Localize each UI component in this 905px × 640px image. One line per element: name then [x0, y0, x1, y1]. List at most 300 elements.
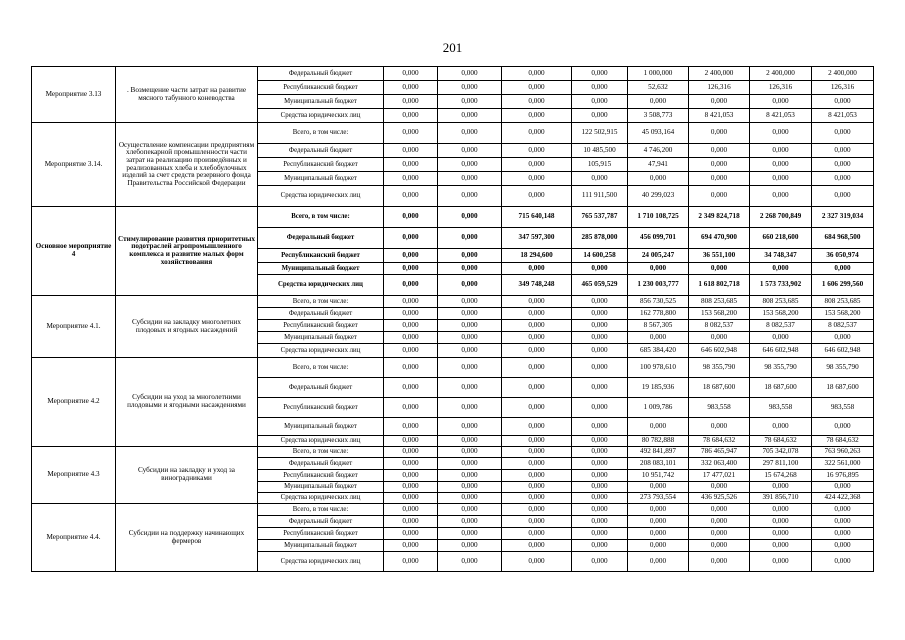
amount-cell: 0,000 — [502, 378, 572, 398]
amount-cell: 2 327 319,034 — [812, 207, 874, 228]
amount-cell: 0,000 — [502, 308, 572, 320]
amount-cell: 0,000 — [502, 123, 572, 144]
amount-cell: 808 253,685 — [689, 296, 750, 308]
funding-source: Муниципальный бюджет — [258, 95, 384, 109]
amount-cell: 0,000 — [572, 504, 628, 516]
funding-source: Средства юридических лиц — [258, 344, 384, 358]
funding-source: Федеральный бюджет — [258, 378, 384, 398]
measure-name: Мероприятие 4.3 — [32, 447, 116, 504]
amount-cell: 0,000 — [438, 436, 502, 447]
amount-cell: 0,000 — [384, 504, 438, 516]
amount-cell: 0,000 — [572, 516, 628, 528]
amount-cell: 8 421,053 — [812, 109, 874, 123]
amount-cell: 0,000 — [384, 207, 438, 228]
amount-cell: 0,000 — [438, 458, 502, 470]
amount-cell: 0,000 — [438, 95, 502, 109]
table-row — [32, 123, 874, 144]
amount-cell: 8 082,537 — [750, 320, 812, 332]
amount-cell: 0,000 — [502, 516, 572, 528]
amount-cell: 0,000 — [384, 540, 438, 552]
amount-cell: 765 537,787 — [572, 207, 628, 228]
amount-cell: 100 978,610 — [628, 358, 689, 378]
amount-cell: 122 502,915 — [572, 123, 628, 144]
amount-cell: 856 730,525 — [628, 296, 689, 308]
amount-cell: 0,000 — [572, 308, 628, 320]
amount-cell: 0,000 — [384, 172, 438, 186]
amount-cell: 105,915 — [572, 158, 628, 172]
measure-description: Субсидии на закладку и уход за виноградниками — [116, 447, 258, 504]
funding-source: Республиканский бюджет — [258, 158, 384, 172]
funding-source: Средства юридических лиц — [258, 436, 384, 447]
amount-cell: 1 230 003,777 — [628, 275, 689, 296]
amount-cell: 0,000 — [438, 470, 502, 482]
amount-cell: 456 099,701 — [628, 228, 689, 249]
amount-cell: 0,000 — [384, 186, 438, 207]
amount-cell: 98 355,790 — [750, 358, 812, 378]
amount-cell: 0,000 — [502, 482, 572, 493]
funding-source: Муниципальный бюджет — [258, 482, 384, 493]
amount-cell: 0,000 — [384, 144, 438, 158]
amount-cell: 0,000 — [438, 418, 502, 436]
amount-cell: 14 600,258 — [572, 249, 628, 263]
amount-cell: 10 485,500 — [572, 144, 628, 158]
amount-cell: 8 421,053 — [750, 109, 812, 123]
funding-source: Муниципальный бюджет — [258, 418, 384, 436]
amount-cell: 0,000 — [502, 158, 572, 172]
amount-cell: 80 782,888 — [628, 436, 689, 447]
amount-cell: 0,000 — [689, 552, 750, 572]
amount-cell: 0,000 — [572, 81, 628, 95]
amount-cell: 2 400,000 — [812, 67, 874, 81]
amount-cell: 0,000 — [750, 95, 812, 109]
amount-cell: 0,000 — [628, 418, 689, 436]
amount-cell: 0,000 — [502, 95, 572, 109]
amount-cell: 0,000 — [750, 418, 812, 436]
funding-source: Муниципальный бюджет — [258, 332, 384, 344]
amount-cell: 0,000 — [438, 552, 502, 572]
table-row — [32, 207, 874, 228]
funding-source: Республиканский бюджет — [258, 249, 384, 263]
amount-cell: 684 968,500 — [812, 228, 874, 249]
amount-cell: 0,000 — [628, 172, 689, 186]
amount-cell: 1 606 299,560 — [812, 275, 874, 296]
amount-cell: 0,000 — [384, 482, 438, 493]
amount-cell: 126,316 — [812, 81, 874, 95]
amount-cell: 297 811,100 — [750, 458, 812, 470]
amount-cell: 0,000 — [438, 447, 502, 458]
amount-cell: 0,000 — [628, 528, 689, 540]
amount-cell: 983,558 — [689, 398, 750, 418]
amount-cell: 0,000 — [384, 158, 438, 172]
funding-source: Федеральный бюджет — [258, 308, 384, 320]
amount-cell: 0,000 — [572, 358, 628, 378]
measure-name: Мероприятие 4.1. — [32, 296, 116, 358]
table-row — [32, 358, 874, 378]
amount-cell: 126,316 — [750, 81, 812, 95]
budget-table — [31, 66, 874, 572]
amount-cell: 0,000 — [689, 123, 750, 144]
amount-cell: 0,000 — [438, 320, 502, 332]
amount-cell: 0,000 — [572, 447, 628, 458]
amount-cell: 0,000 — [689, 540, 750, 552]
funding-source: Всего, в том числе: — [258, 296, 384, 308]
amount-cell: 0,000 — [502, 320, 572, 332]
amount-cell: 808 253,685 — [750, 296, 812, 308]
amount-cell: 4 746,200 — [628, 144, 689, 158]
amount-cell: 646 602,948 — [750, 344, 812, 358]
measure-description: Субсидии на закладку многолетних плодовых и ягодных насаждений — [116, 296, 258, 358]
amount-cell: 0,000 — [572, 172, 628, 186]
amount-cell: 0,000 — [750, 504, 812, 516]
amount-cell: 0,000 — [572, 344, 628, 358]
amount-cell: 0,000 — [572, 418, 628, 436]
amount-cell: 0,000 — [384, 263, 438, 275]
amount-cell: 0,000 — [384, 332, 438, 344]
amount-cell: 0,000 — [572, 493, 628, 504]
amount-cell: 17 477,021 — [689, 470, 750, 482]
amount-cell: 0,000 — [384, 398, 438, 418]
amount-cell: 0,000 — [438, 123, 502, 144]
amount-cell: 18 687,600 — [689, 378, 750, 398]
amount-cell: 0,000 — [438, 332, 502, 344]
amount-cell: 0,000 — [502, 332, 572, 344]
amount-cell: 0,000 — [572, 95, 628, 109]
funding-source: Средства юридических лиц — [258, 186, 384, 207]
amount-cell: 0,000 — [384, 436, 438, 447]
amount-cell: 0,000 — [502, 344, 572, 358]
amount-cell: 0,000 — [812, 528, 874, 540]
amount-cell: 111 911,500 — [572, 186, 628, 207]
amount-cell: 0,000 — [438, 540, 502, 552]
amount-cell: 0,000 — [572, 470, 628, 482]
amount-cell: 78 684,632 — [750, 436, 812, 447]
amount-cell: 2 400,000 — [689, 67, 750, 81]
amount-cell: 0,000 — [572, 540, 628, 552]
amount-cell: 660 218,600 — [750, 228, 812, 249]
amount-cell: 0,000 — [502, 418, 572, 436]
amount-cell: 0,000 — [502, 447, 572, 458]
amount-cell: 0,000 — [812, 540, 874, 552]
amount-cell: 0,000 — [438, 275, 502, 296]
amount-cell: 0,000 — [438, 81, 502, 95]
measure-name: Мероприятие 3.14. — [32, 123, 116, 207]
amount-cell: 786 465,947 — [689, 447, 750, 458]
amount-cell: 0,000 — [502, 172, 572, 186]
amount-cell: 0,000 — [689, 263, 750, 275]
measure-name: Мероприятие 4.4. — [32, 504, 116, 572]
amount-cell: 0,000 — [572, 109, 628, 123]
amount-cell: 0,000 — [502, 398, 572, 418]
amount-cell: 0,000 — [438, 482, 502, 493]
amount-cell: 0,000 — [689, 186, 750, 207]
amount-cell: 8 082,537 — [812, 320, 874, 332]
amount-cell: 0,000 — [438, 228, 502, 249]
amount-cell: 0,000 — [812, 418, 874, 436]
amount-cell: 424 422,368 — [812, 493, 874, 504]
amount-cell: 808 253,685 — [812, 296, 874, 308]
amount-cell: 0,000 — [812, 504, 874, 516]
amount-cell: 347 597,300 — [502, 228, 572, 249]
amount-cell: 19 185,936 — [628, 378, 689, 398]
amount-cell: 0,000 — [384, 378, 438, 398]
amount-cell: 0,000 — [502, 552, 572, 572]
funding-source: Федеральный бюджет — [258, 144, 384, 158]
amount-cell: 0,000 — [812, 482, 874, 493]
amount-cell: 715 640,148 — [502, 207, 572, 228]
amount-cell: 18 687,600 — [812, 378, 874, 398]
amount-cell: 162 778,800 — [628, 308, 689, 320]
amount-cell: 0,000 — [689, 95, 750, 109]
amount-cell: 0,000 — [812, 123, 874, 144]
amount-cell: 0,000 — [750, 540, 812, 552]
amount-cell: 0,000 — [438, 344, 502, 358]
amount-cell: 646 602,948 — [689, 344, 750, 358]
amount-cell: 0,000 — [502, 109, 572, 123]
amount-cell: 0,000 — [628, 516, 689, 528]
table-row — [32, 67, 874, 81]
amount-cell: 492 841,897 — [628, 447, 689, 458]
funding-source: Республиканский бюджет — [258, 320, 384, 332]
amount-cell: 0,000 — [628, 504, 689, 516]
amount-cell: 1 009,786 — [628, 398, 689, 418]
amount-cell: 208 083,101 — [628, 458, 689, 470]
amount-cell: 0,000 — [750, 516, 812, 528]
amount-cell: 0,000 — [384, 418, 438, 436]
amount-cell: 98 355,790 — [812, 358, 874, 378]
amount-cell: 0,000 — [689, 172, 750, 186]
amount-cell: 40 299,023 — [628, 186, 689, 207]
amount-cell: 0,000 — [689, 482, 750, 493]
amount-cell: 0,000 — [438, 398, 502, 418]
amount-cell: 153 568,200 — [812, 308, 874, 320]
amount-cell: 273 793,554 — [628, 493, 689, 504]
amount-cell: 0,000 — [438, 207, 502, 228]
amount-cell: 0,000 — [628, 552, 689, 572]
amount-cell: 0,000 — [384, 447, 438, 458]
amount-cell: 0,000 — [384, 67, 438, 81]
amount-cell: 332 063,400 — [689, 458, 750, 470]
amount-cell: 0,000 — [438, 504, 502, 516]
funding-source: Федеральный бюджет — [258, 516, 384, 528]
funding-source: Всего, в том числе: — [258, 207, 384, 228]
measure-name: Мероприятие 4.2 — [32, 358, 116, 447]
amount-cell: 0,000 — [572, 320, 628, 332]
amount-cell: 0,000 — [689, 158, 750, 172]
amount-cell: 0,000 — [438, 358, 502, 378]
amount-cell: 0,000 — [502, 81, 572, 95]
amount-cell: 0,000 — [502, 144, 572, 158]
amount-cell: 0,000 — [384, 228, 438, 249]
amount-cell: 16 976,895 — [812, 470, 874, 482]
amount-cell: 126,316 — [689, 81, 750, 95]
amount-cell: 0,000 — [384, 275, 438, 296]
measure-description: Осуществление компенсации предприятиям хлебопекарной промышленности части затрат на реализацию произведённых и реализованных хлеба и хлебобулочных изделий за счет средств резервного фонда Правительства Российской Федерации — [116, 123, 258, 207]
measure-description: . Возмещение части затрат на развитие мясного табунного коневодства — [116, 67, 258, 123]
amount-cell: 47,941 — [628, 158, 689, 172]
amount-cell: 0,000 — [628, 332, 689, 344]
amount-cell: 18 294,600 — [502, 249, 572, 263]
funding-source: Средства юридических лиц — [258, 275, 384, 296]
funding-source: Всего, в том числе: — [258, 504, 384, 516]
amount-cell: 0,000 — [572, 398, 628, 418]
amount-cell: 0,000 — [502, 540, 572, 552]
amount-cell: 36 551,100 — [689, 249, 750, 263]
amount-cell: 0,000 — [572, 296, 628, 308]
amount-cell: 0,000 — [384, 81, 438, 95]
budget-table-body — [32, 67, 874, 572]
amount-cell: 0,000 — [438, 263, 502, 275]
funding-source: Республиканский бюджет — [258, 398, 384, 418]
amount-cell: 0,000 — [438, 144, 502, 158]
amount-cell: 0,000 — [502, 470, 572, 482]
funding-source: Федеральный бюджет — [258, 458, 384, 470]
amount-cell: 78 684,632 — [689, 436, 750, 447]
measure-name: Основное мероприятие 4 — [32, 207, 116, 296]
amount-cell: 0,000 — [628, 95, 689, 109]
amount-cell: 0,000 — [384, 358, 438, 378]
amount-cell: 0,000 — [572, 552, 628, 572]
table-row — [32, 296, 874, 308]
amount-cell: 0,000 — [502, 504, 572, 516]
amount-cell: 0,000 — [438, 516, 502, 528]
measure-name: Мероприятие 3.13 — [32, 67, 116, 123]
amount-cell: 983,558 — [750, 398, 812, 418]
amount-cell: 0,000 — [750, 144, 812, 158]
amount-cell: 0,000 — [384, 552, 438, 572]
amount-cell: 0,000 — [438, 67, 502, 81]
amount-cell: 0,000 — [384, 308, 438, 320]
amount-cell: 349 748,248 — [502, 275, 572, 296]
funding-source: Всего, в том числе: — [258, 123, 384, 144]
amount-cell: 0,000 — [502, 263, 572, 275]
amount-cell: 0,000 — [384, 320, 438, 332]
amount-cell: 0,000 — [750, 172, 812, 186]
amount-cell: 8 567,305 — [628, 320, 689, 332]
amount-cell: 0,000 — [812, 552, 874, 572]
amount-cell: 0,000 — [689, 516, 750, 528]
amount-cell: 1 573 733,902 — [750, 275, 812, 296]
amount-cell: 0,000 — [628, 540, 689, 552]
amount-cell: 0,000 — [384, 516, 438, 528]
amount-cell: 0,000 — [812, 516, 874, 528]
amount-cell: 0,000 — [572, 482, 628, 493]
amount-cell: 8 421,053 — [689, 109, 750, 123]
amount-cell: 646 602,948 — [812, 344, 874, 358]
amount-cell: 0,000 — [628, 263, 689, 275]
amount-cell: 0,000 — [384, 344, 438, 358]
amount-cell: 0,000 — [384, 470, 438, 482]
amount-cell: 0,000 — [502, 296, 572, 308]
amount-cell: 0,000 — [812, 332, 874, 344]
amount-cell: 2 268 700,849 — [750, 207, 812, 228]
amount-cell: 0,000 — [750, 332, 812, 344]
amount-cell: 0,000 — [689, 144, 750, 158]
amount-cell: 0,000 — [502, 186, 572, 207]
amount-cell: 0,000 — [628, 482, 689, 493]
table-row — [32, 504, 874, 516]
amount-cell: 153 568,200 — [750, 308, 812, 320]
funding-source: Республиканский бюджет — [258, 528, 384, 540]
funding-source: Республиканский бюджет — [258, 470, 384, 482]
amount-cell: 0,000 — [572, 528, 628, 540]
amount-cell: 45 093,164 — [628, 123, 689, 144]
amount-cell: 0,000 — [812, 144, 874, 158]
amount-cell: 0,000 — [572, 332, 628, 344]
amount-cell: 0,000 — [438, 158, 502, 172]
amount-cell: 0,000 — [572, 67, 628, 81]
amount-cell: 0,000 — [384, 528, 438, 540]
amount-cell: 0,000 — [750, 123, 812, 144]
amount-cell: 0,000 — [572, 458, 628, 470]
amount-cell: 15 674,268 — [750, 470, 812, 482]
amount-cell: 0,000 — [384, 296, 438, 308]
measure-description: Субсидии на поддержку начинающих фермеров — [116, 504, 258, 572]
funding-source: Средства юридических лиц — [258, 109, 384, 123]
amount-cell: 0,000 — [812, 172, 874, 186]
amount-cell: 0,000 — [502, 458, 572, 470]
amount-cell: 10 951,742 — [628, 470, 689, 482]
amount-cell: 0,000 — [750, 186, 812, 207]
amount-cell: 0,000 — [502, 493, 572, 504]
amount-cell: 465 059,529 — [572, 275, 628, 296]
amount-cell: 285 878,000 — [572, 228, 628, 249]
funding-source: Муниципальный бюджет — [258, 540, 384, 552]
amount-cell: 763 960,263 — [812, 447, 874, 458]
amount-cell: 2 349 824,718 — [689, 207, 750, 228]
amount-cell: 0,000 — [438, 296, 502, 308]
amount-cell: 3 508,773 — [628, 109, 689, 123]
funding-source: Средства юридических лиц — [258, 493, 384, 504]
funding-source: Всего, в том числе: — [258, 447, 384, 458]
amount-cell: 0,000 — [384, 249, 438, 263]
amount-cell: 0,000 — [812, 186, 874, 207]
amount-cell: 0,000 — [438, 528, 502, 540]
amount-cell: 0,000 — [812, 158, 874, 172]
measure-description: Стимулирование развития приоритетных подотраслей агропромышленного комплекса и развитие малых форм хозяйствования — [116, 207, 258, 296]
amount-cell: 24 005,247 — [628, 249, 689, 263]
amount-cell: 0,000 — [750, 552, 812, 572]
amount-cell: 0,000 — [689, 418, 750, 436]
page-number: 201 — [442, 40, 463, 55]
table-row — [32, 447, 874, 458]
amount-cell: 0,000 — [689, 504, 750, 516]
amount-cell: 0,000 — [384, 458, 438, 470]
amount-cell: 0,000 — [812, 95, 874, 109]
amount-cell: 0,000 — [438, 378, 502, 398]
amount-cell: 0,000 — [438, 249, 502, 263]
amount-cell: 0,000 — [750, 482, 812, 493]
amount-cell: 0,000 — [750, 158, 812, 172]
amount-cell: 0,000 — [438, 493, 502, 504]
amount-cell: 0,000 — [502, 67, 572, 81]
funding-source: Муниципальный бюджет — [258, 263, 384, 275]
amount-cell: 0,000 — [572, 436, 628, 447]
amount-cell: 983,558 — [812, 398, 874, 418]
measure-description: Субсидии на уход за многолетними плодовыми и ягодными насаждениями — [116, 358, 258, 447]
amount-cell: 153 568,200 — [689, 308, 750, 320]
amount-cell: 0,000 — [384, 109, 438, 123]
amount-cell: 0,000 — [502, 436, 572, 447]
amount-cell: 0,000 — [689, 332, 750, 344]
funding-source: Федеральный бюджет — [258, 228, 384, 249]
amount-cell: 52,632 — [628, 81, 689, 95]
amount-cell: 0,000 — [572, 263, 628, 275]
funding-source: Республиканский бюджет — [258, 81, 384, 95]
amount-cell: 18 687,600 — [750, 378, 812, 398]
funding-source: Средства юридических лиц — [258, 552, 384, 572]
amount-cell: 98 355,790 — [689, 358, 750, 378]
amount-cell: 1 000,000 — [628, 67, 689, 81]
